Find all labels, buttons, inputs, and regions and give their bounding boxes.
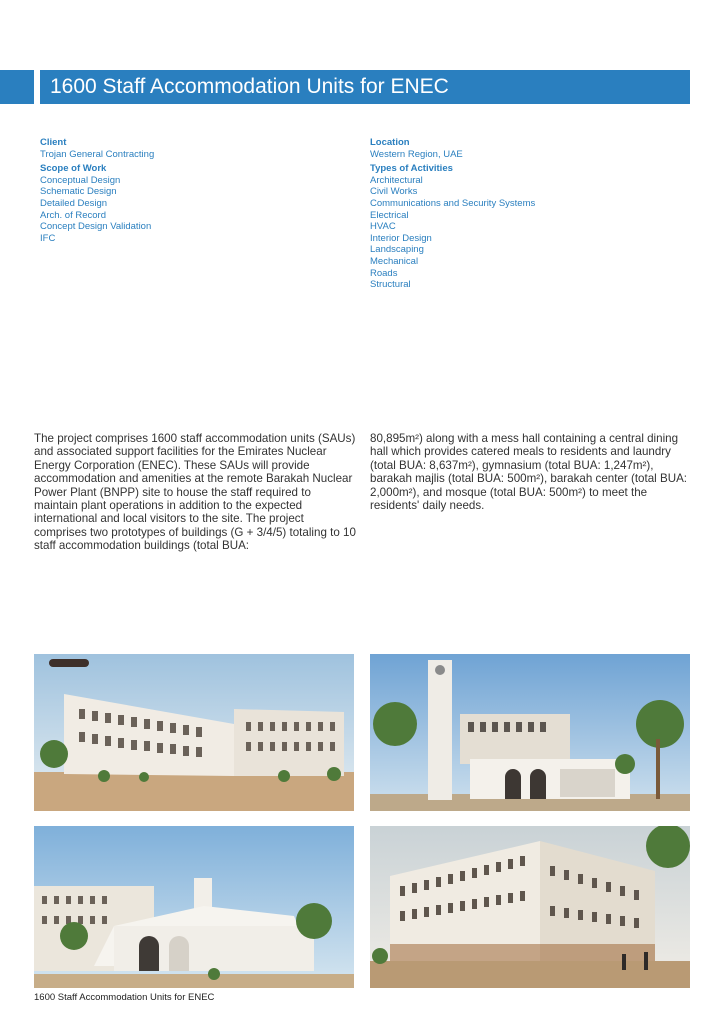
meta-value: Structural (370, 279, 411, 291)
meta-value: HVAC (370, 221, 396, 233)
meta-group-client (40, 137, 340, 160)
meta-value: Concept Design Validation (40, 221, 152, 233)
meta-value: Trojan General Contracting (40, 148, 155, 160)
meta-value: Communications and Security Systems (370, 197, 536, 209)
photo-accommodation-tower (370, 826, 690, 988)
meta-label: Client (40, 137, 67, 148)
meta-value: Architectural (370, 174, 423, 186)
description-column-left: The project comprises 1600 staff accommodation units (SAUs) and associated support facilities for the Emirates Nuclear Energy Corporation (ENEC). These SAUs will provide accommodation and amenities at the remote Barakah Nuclear Power Plant (BNPP) site to house the staff required to maintain plant operations in addition to the expected international and local visitors to the site. The project comprises two prototypes of buildings (G + 3/4/5) totaling to 10 staff accommodation buildings (total BUA: (34, 432, 356, 553)
meta-label: Scope of Work (40, 163, 107, 175)
photo-accommodation-blocks (34, 654, 354, 811)
project-meta-left (40, 137, 340, 247)
description-column-right: 80,895m²) along with a mess hall containing a central dining hall which provides catered meals to residents and laundry (total BUA: 8,637m²), gymnasium (total BUA: 1,247m²), barakah majlis (total BUA: 500m²), barakah center (total BUA: 2,000m²), and mosque (total BUA: 500m²) to meet the residents' daily needs. (370, 432, 688, 513)
meta-value: Schematic Design (40, 186, 117, 198)
meta-value: IFC (40, 232, 56, 244)
meta-value: Mechanical (370, 255, 419, 267)
meta-label: Types of Activities (370, 163, 453, 175)
meta-value: Interior Design (370, 232, 432, 244)
meta-label: Location (370, 137, 410, 148)
meta-value: Electrical (370, 209, 409, 221)
meta-group-scope (40, 163, 340, 244)
meta-group-location (370, 137, 690, 160)
photo-majlis-building (34, 826, 354, 988)
meta-value: Civil Works (370, 186, 418, 198)
meta-value: Conceptual Design (40, 174, 121, 186)
meta-value: Landscaping (370, 244, 424, 256)
photo-mosque-minaret (370, 654, 690, 811)
page-title: 1600 Staff Accommodation Units for ENEC (40, 70, 690, 104)
header-accent-block (0, 70, 34, 104)
meta-value: Western Region, UAE (370, 148, 463, 160)
page-footer: 1600 Staff Accommodation Units for ENEC (34, 992, 215, 1003)
meta-group-activities (370, 163, 690, 291)
meta-value: Arch. of Record (40, 209, 106, 221)
meta-value: Detailed Design (40, 197, 108, 209)
project-meta-right (370, 137, 690, 294)
meta-value: Roads (370, 267, 398, 279)
